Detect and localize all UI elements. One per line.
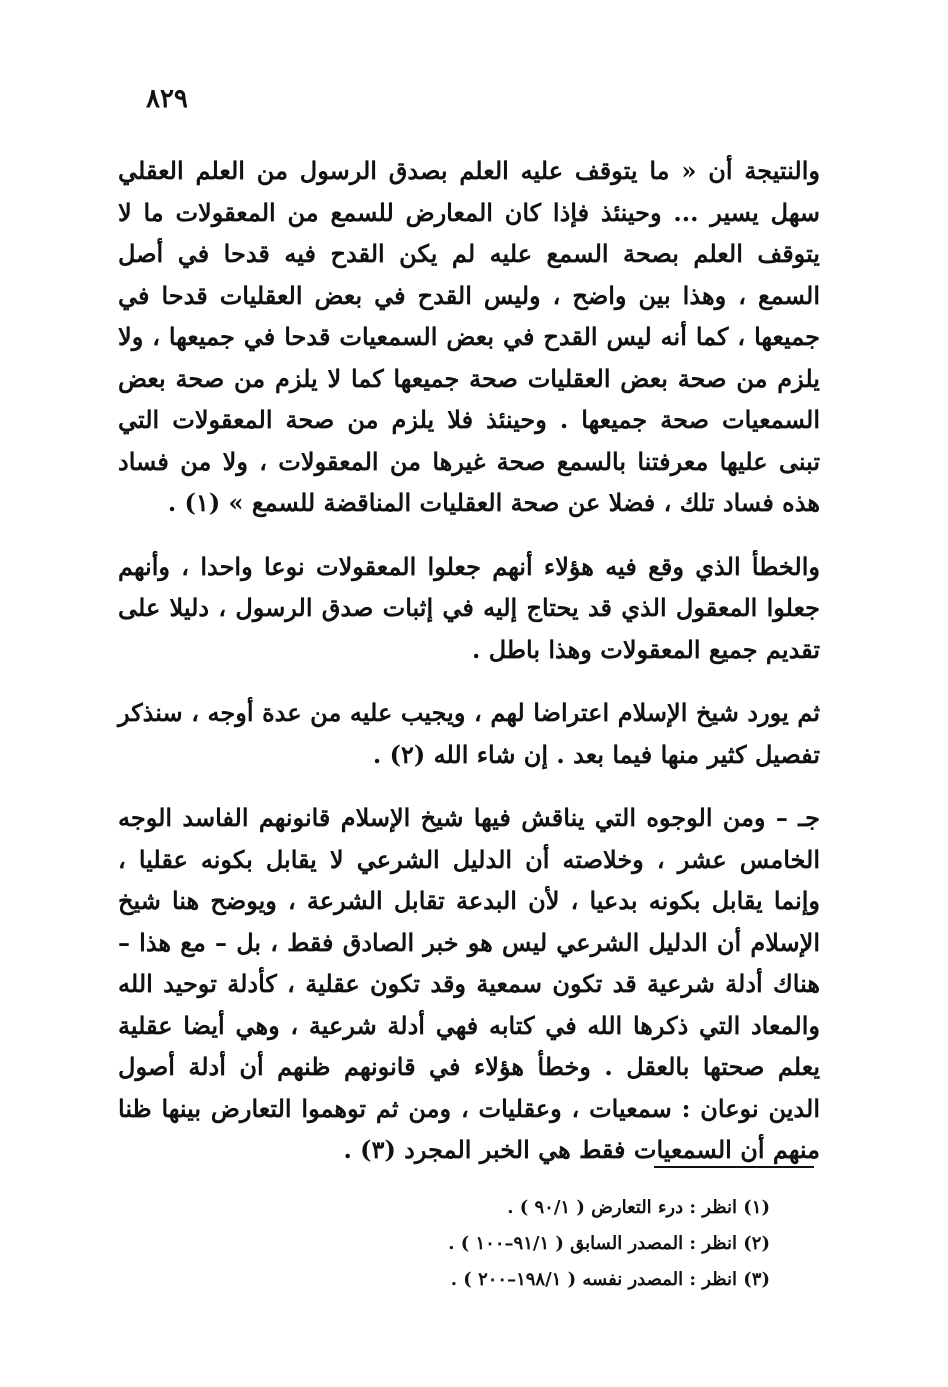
paragraph-conclusion: والنتيجة أن « ما يتوقف عليه العلم بصدق الرسول من العلم العقلي سهل يسير ... وحينئذ فإذا كان المعارض للسمع من المعقولات ما لا يتوقف العلم بصحة السمع عليه لم يكن القدح فيه قدحا في أصل السمع ، وهذا بين واضح ، وليس القدح في بعض العقليات قدحا في جميعها ، كما أنه ليس القدح في بعض السمعيات قدحا في جميعها ، ولا يلزم من صحة بعض العقليات صحة جميعها كما لا يلزم من صحة بعض السمعيات صحة جميعها . وحينئذ فلا يلزم من صحة المعقولات التي تبنى عليها معرفتنا بالسمع صحة غيرها من المعقولات ، ولا من فساد هذه فساد تلك ، فضلا عن صحة العقليات المناقضة للسمع » (١) . xyxy=(118,156,821,517)
paragraph-error: والخطأ الذي وقع فيه هؤلاء أنهم جعلوا المعقولات نوعا واحدا ، وأنهم جعلوا المعقول الذي قد يحتاج إليه في إثبات صدق الرسول ، دليلا على تقديم جميع المعقولات وهذا باطل . xyxy=(118,551,820,664)
footnote-divider xyxy=(654,1166,814,1168)
footnote-1: (١) انظر : درء التعارض ( ٩٠/١ ) . xyxy=(507,1197,770,1218)
footnote-2: (٢) انظر : المصدر السابق ( ٩١/١–١٠٠ ) . xyxy=(448,1233,770,1254)
paragraph-fifteenth-aspect: جـ – ومن الوجوه التي يناقش فيها شيخ الإسلام قانونهم الفاسد الوجه الخامس عشر ، وخلاصته أن الدليل الشرعي لا يقابل بكونه عقليا ، وإنما يقابل بكونه بدعيا ، لأن البدعة تقابل الشرعة ، ويوضح هنا شيخ الإسلام أن الدليل الشرعي ليس هو خبر الصادق فقط ، بل – مع هذا – هناك أدلة شرعية قد تكون سمعية وقد تكون عقلية ، كأدلة توحيد الله والمعاد التي ذكرها الله في كتابه فهي أدلة شرعية ، وهي أيضا عقلية يعلم صحتها بالعقل . وخطأ هؤلاء في قانونهم ظنهم أن أدلة أصول الدين نوعان : سمعيات ، وعقليات ، ومن ثم توهموا التعارض بينها ظنا منهم أن السمعيات فقط هي الخبر المجرد (٣) . xyxy=(118,803,820,1164)
footnote-3: (٣) انظر : المصدر نفسه ( ١٩٨/١–٢٠٠ ) . xyxy=(450,1269,770,1290)
paragraph-objection: ثم يورد شيخ الإسلام اعتراضا لهم ، ويجيب عليه من عدة أوجه ، سنذكر تفصيل كثير منها فيما بعد . إن شاء الله (٢) . xyxy=(118,698,820,769)
footnotes xyxy=(380,1190,770,1298)
main-text xyxy=(118,150,820,1171)
page-number: ٨٢٩ xyxy=(146,84,188,114)
